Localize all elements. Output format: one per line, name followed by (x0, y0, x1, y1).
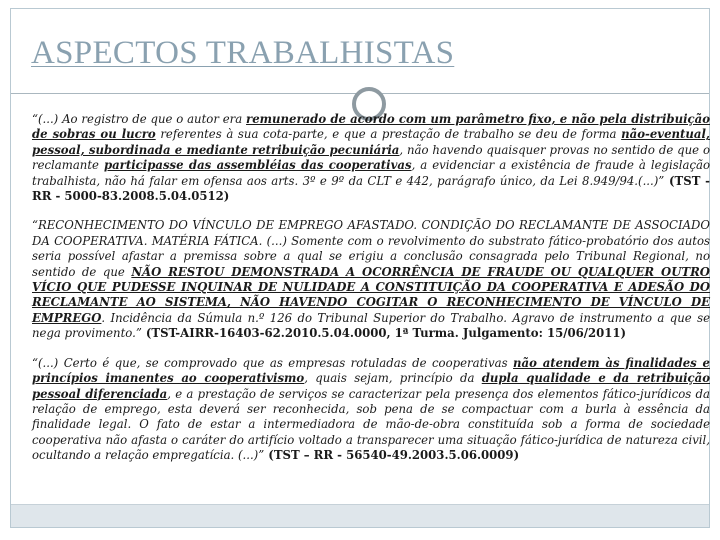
quote-paragraph-3 (32, 356, 710, 464)
quote-text: , quais sejam, princípio da (304, 371, 482, 386)
quote-text: “(...) Ao registro de que o autor era (32, 112, 247, 126)
underlined-emphasis: remunerado de acordo com um parâmetro fixo, e não pela distribuição de sobras ou lucro (32, 112, 710, 142)
quote-text: “RECONHECIMENTO DO VÍNCULO DE EMPREGO AFASTADO. CONDIÇÃO DO RECLAMANTE DE ASSOCIADO DA COOPERATIVA. MATÉRIA FÁTICA. (...) Somente com o revolvimento do substrato fático-probatório dos autos seria possível afastar a premissa sobre a qual se erigiu a conclusão consagrada pelo Tribunal Regional, no sentido de que (32, 218, 710, 279)
quote-paragraph-2 (32, 218, 710, 341)
quote-paragraph-1 (32, 112, 710, 204)
slide-title: ASPECTOS TRABALHISTAS (31, 35, 455, 71)
quote-text: , a evidenciar a existência de fraude à legislação trabalhista, não há falar em ofensa aos arts. 3º e 9º da CLT e 442, parágrafo único, da Lei 8.949/94.(...)” (32, 158, 710, 188)
title-area (11, 9, 709, 85)
slide-frame (10, 8, 710, 528)
quote-text: , não havendo quaisquer provas no sentido de que o reclamante (32, 142, 710, 173)
case-reference: (TST – RR - 56540-49.2003.5.06.0009) (264, 448, 520, 463)
footer-band (11, 504, 709, 527)
quote-text: , e a prestação de serviços se caracterizar pela presença dos elementos fático-jurídicos da relação de emprego, esta deverá ser reconhecida, sob pena de se compactuar com a burla à essência da finalidade legal. O fato de estar a intermediadora de mão-de-obra constituída sob a forma de sociedade cooperativa não afasta o caráter do artifício voltado a transparecer uma situação fático-jurídica de natureza civil, ocultando a relação empregatícia. (...)” (32, 386, 711, 463)
underlined-emphasis: NÃO RESTOU DEMONSTRADA A OCORRÊNCIA DE FRAUDE OU QUALQUER OUTRO VÍCIO QUE PUDESSE INQUINAR DE NULIDADE A CONSTITUIÇÃO DA COOPERATIVA E ADESÃO DO RECLAMANTE AO SISTEMA, NÃO HAVENDO COGITAR O RECONHECIMENTO DE VÍNCULO DE EMPREGO (32, 264, 710, 325)
underlined-emphasis: não atendem às finalidades e princípios imanentes ao cooperativismo (32, 355, 710, 386)
underlined-emphasis: não-eventual, pessoal, subordinada e mediante retribuição pecuniária (32, 127, 710, 157)
underlined-emphasis: dupla qualidade e da retribuição pessoal diferenciada (32, 371, 710, 401)
underlined-emphasis: participasse das assembléias das cooperativas (103, 158, 412, 173)
slide-body (32, 112, 710, 478)
case-reference: (TST - RR - 5000-83.2008.5.04.0512) (32, 173, 710, 204)
quote-text: “(...) Certo é que, se comprovado que as empresas rotuladas de cooperativas (32, 355, 514, 370)
quote-text: referentes à sua cota-parte, e que a prestação de trabalho se deu de forma (155, 127, 622, 142)
case-reference: (TST-AIRR-16403-62.2010.5.04.0000, 1ª Turma. Julgamento: 15/06/2011) (141, 326, 627, 341)
quote-text: . Incidência da Súmula n.º 126 do Tribunal Superior do Trabalho. Agravo de instrumento a que se nega provimento.” (32, 310, 710, 341)
